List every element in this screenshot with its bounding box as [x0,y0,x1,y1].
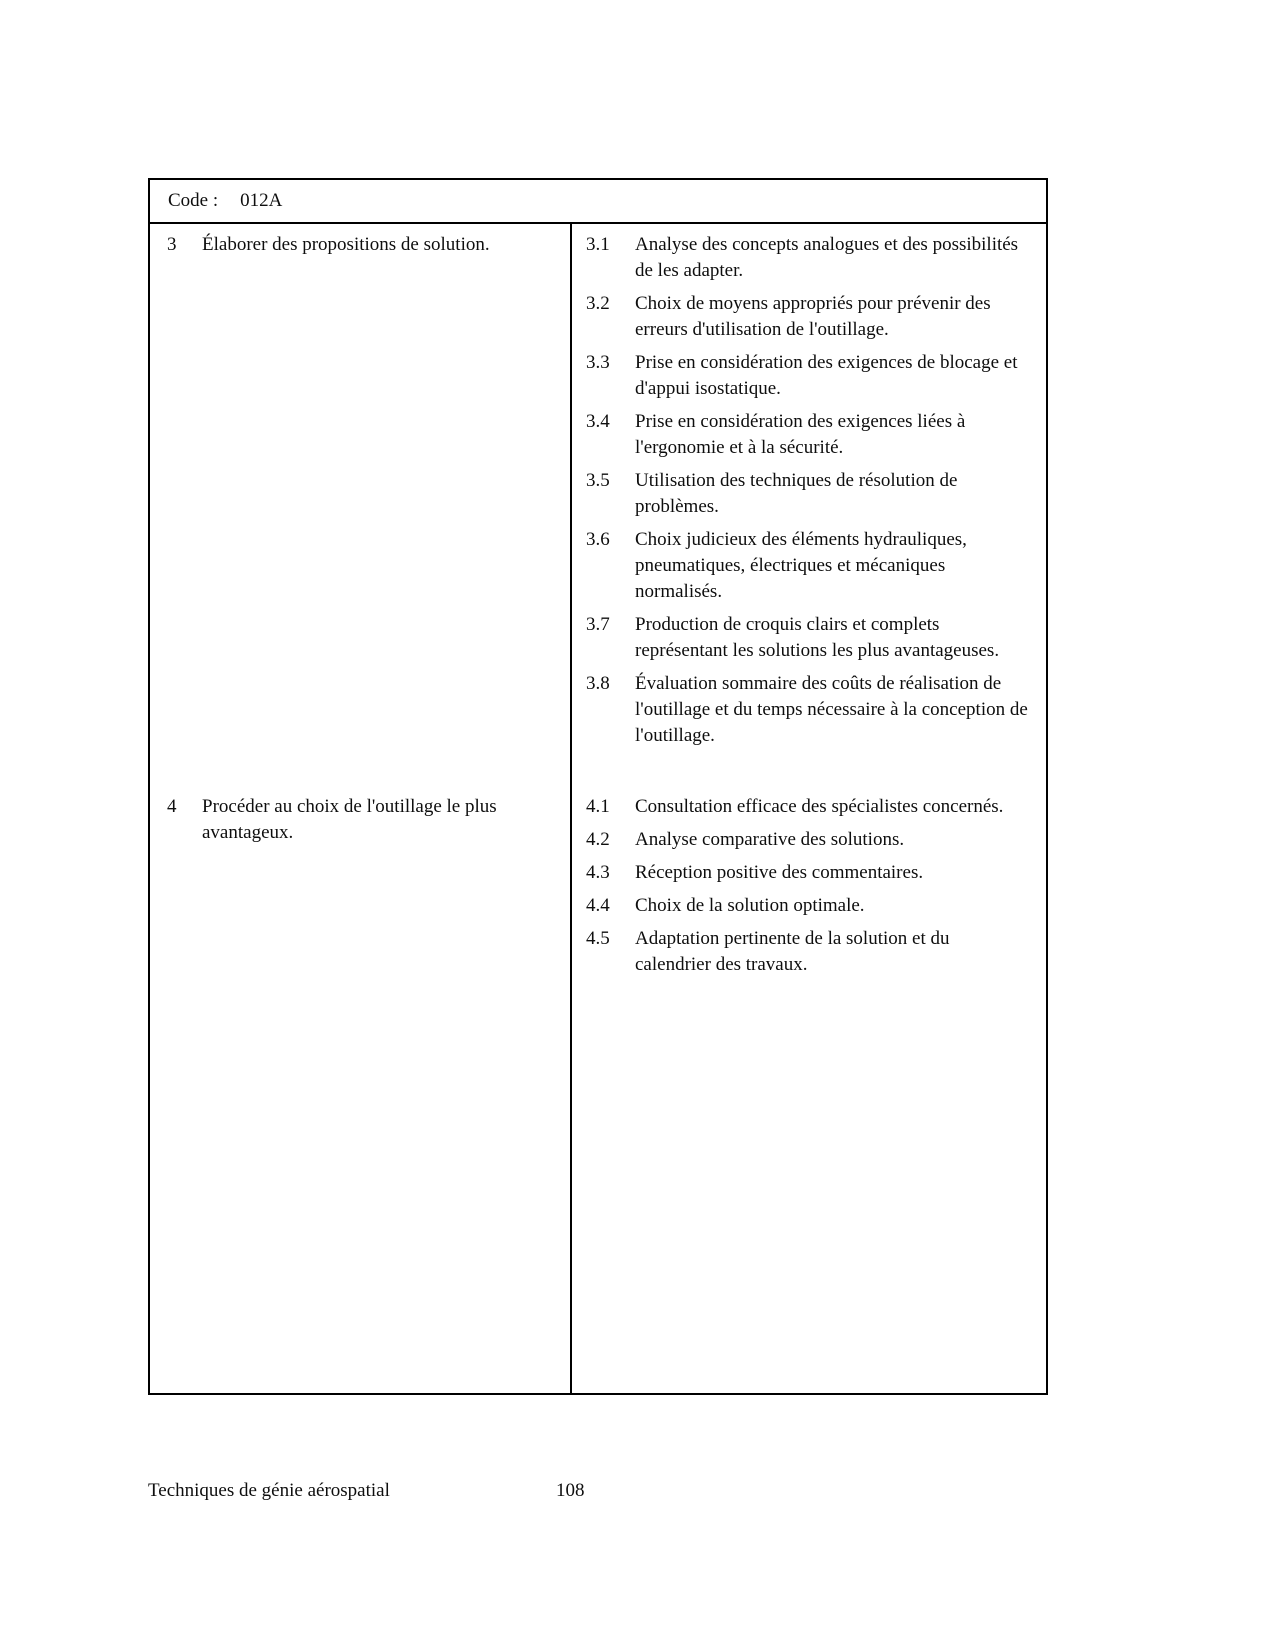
criterion-number: 3.2 [586,293,610,314]
criterion-number: 3.8 [586,673,610,694]
criterion-item [586,860,1030,886]
criterion-text: Utilisation des techniques de résolution de problèmes. [635,470,958,517]
criterion-item [586,926,1030,978]
criterion-text: Adaptation pertinente de la solution et du calendrier des travaux. [635,928,950,975]
objective-text: Élaborer des propositions de solution. [202,234,490,255]
code-header-row [150,180,1046,224]
table-row [150,786,1046,985]
criterion-item [586,350,1030,402]
criterion-item [586,794,1030,820]
criterion-item [586,827,1030,853]
criterion-text: Réception positive des commentaires. [635,862,924,883]
objective-number: 4 [167,796,177,817]
criterion-number: 3.3 [586,352,610,373]
criteria-cell [570,224,1046,756]
criterion-item [586,612,1030,664]
criterion-text: Consultation efficace des spécialistes concernés. [635,796,1004,817]
objective-item [167,232,550,258]
footer-page-number: 108 [556,1480,585,1501]
column-divider [570,224,572,1393]
criterion-text: Prise en considération des exigences liées à l'ergonomie et à la sécurité. [635,411,966,458]
table-body [150,224,1046,1393]
criterion-item [586,671,1030,749]
criterion-number: 3.1 [586,234,610,255]
criterion-number: 4.5 [586,928,610,949]
criterion-number: 4.4 [586,895,610,916]
competency-table [148,178,1048,1395]
criterion-item [586,893,1030,919]
objective-item [167,794,550,846]
criterion-text: Choix de moyens appropriés pour prévenir des erreurs d'utilisation de l'outillage. [635,293,991,340]
criterion-number: 4.2 [586,829,610,850]
criterion-number: 3.4 [586,411,610,432]
criterion-number: 4.1 [586,796,610,817]
criterion-number: 3.5 [586,470,610,491]
criteria-cell [570,786,1046,985]
criterion-number: 4.3 [586,862,610,883]
criterion-item [586,232,1030,284]
criterion-text: Production de croquis clairs et complets représentant les solutions les plus avantageuses. [635,614,1000,661]
criterion-text: Choix de la solution optimale. [635,895,865,916]
objective-cell [150,786,570,985]
criterion-text: Prise en considération des exigences de blocage et d'appui isostatique. [635,352,1018,399]
criterion-number: 3.6 [586,529,610,550]
criterion-text: Analyse des concepts analogues et des possibilités de les adapter. [635,234,1019,281]
criterion-text: Choix judicieux des éléments hydrauliques, pneumatiques, électriques et mécaniques normalisés. [635,529,967,602]
objective-number: 3 [167,234,177,255]
criterion-number: 3.7 [586,614,610,635]
code-label: Code : [168,190,219,211]
criterion-text: Évaluation sommaire des coûts de réalisation de l'outillage et du temps nécessaire à la conception de l'outillage. [635,673,1028,746]
criterion-item [586,468,1030,520]
footer-title: Techniques de génie aérospatial [148,1480,390,1501]
code-value: 012A [240,190,283,211]
table-row [150,224,1046,756]
objective-text: Procéder au choix de l'outillage le plus avantageux. [202,796,497,843]
criterion-item [586,409,1030,461]
criterion-text: Analyse comparative des solutions. [635,829,905,850]
objective-cell [150,224,570,756]
criterion-item [586,527,1030,605]
criterion-item [586,291,1030,343]
